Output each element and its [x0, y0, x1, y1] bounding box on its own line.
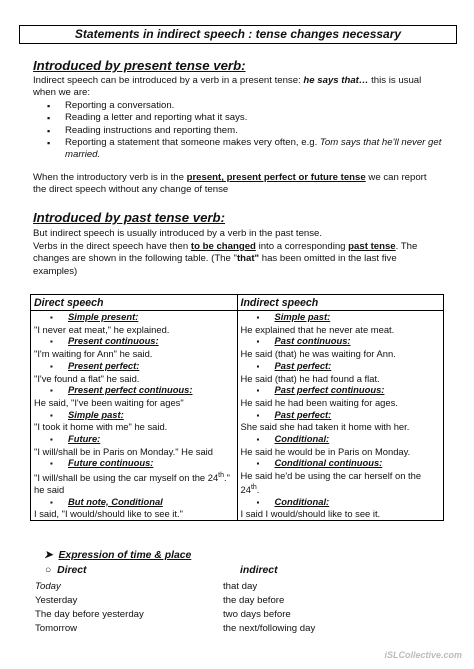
list-item: ▪ Reading instructions and reporting them. — [47, 125, 442, 137]
example-text: "I will/shall be in Paris on Monday." He said — [34, 445, 213, 457]
tense-label: ▪ Present perfect: — [34, 360, 234, 373]
present-bullet-list — [47, 100, 442, 161]
list-item: Yesterday the day before — [35, 595, 285, 606]
example-text: She said she had taken it home with her. — [240, 421, 410, 433]
tense-label: ▪ Simple present: — [34, 311, 234, 324]
page-title: Statements in indirect speech : tense changes necessary — [19, 25, 457, 44]
list-item: The day before yesterday two days before — [35, 609, 291, 620]
indirect-column-heading: indirect — [240, 565, 278, 576]
tense-table — [30, 294, 444, 521]
tense-label: ▪ Past perfect: — [241, 360, 441, 373]
section-heading-past: Introduced by past tense verb: — [33, 210, 225, 225]
past-intro: But indirect speech is usually introduced by a verb in the past tense. — [33, 228, 323, 239]
list-item: ▪ Reporting a conversation. — [47, 100, 442, 112]
table-row — [31, 409, 444, 433]
example-text: I said, "I would/should like to see it." — [34, 508, 183, 520]
tense-label: ▪ Present continuous: — [34, 335, 234, 348]
tense-label: ▪ Present perfect continuous: — [34, 384, 234, 397]
list-item: ▪ Reading a letter and reporting what it says. — [47, 112, 442, 124]
example-text: He said he would be in Paris on Monday. — [240, 445, 411, 457]
example-text: I said I would/should like to see it. — [240, 508, 381, 520]
tense-label: ▪ Conditional: — [241, 496, 441, 509]
section-heading-present: Introduced by present tense verb: — [33, 58, 246, 73]
example-text: "I'm waiting for Ann" he said. — [34, 348, 153, 360]
table-header-direct: Direct speech — [31, 295, 238, 311]
expression-heading: ➤ Expression of time & place — [44, 550, 192, 561]
tense-label: ▪ Future continuous: — [34, 457, 234, 470]
present-outro: When the introductory verb is in the present, present perfect or future tense we can report the direct speech without any change of tense — [33, 172, 427, 196]
table-row — [31, 311, 444, 336]
tense-label: ▪ Conditional: — [241, 433, 441, 446]
tense-label: ▪ But note, Conditional — [34, 496, 234, 509]
example-text: He said (that) he had found a flat. — [240, 372, 380, 384]
example-text: He said he had been waiting for ages. — [240, 396, 398, 408]
example-text: "I never eat meat," he explained. — [34, 323, 170, 335]
arrow-bullet-icon: ➤ — [44, 550, 53, 561]
tense-label: ▪ Simple past: — [241, 311, 441, 324]
example-text: "I took it home with me" he said. — [34, 421, 168, 433]
watermark: iSLCollective.com — [384, 649, 462, 660]
example-text: "I've found a flat" he said. — [34, 372, 140, 384]
table-header-indirect: Indirect speech — [237, 295, 444, 311]
tense-label: ▪ Past perfect continuous: — [241, 384, 441, 397]
table-row — [31, 335, 444, 359]
example-text: He said he'd be using the car herself on the 24th. — [240, 470, 422, 495]
table-row — [31, 360, 444, 384]
example-text: He said, "I've been waiting for ages" — [34, 396, 184, 408]
circle-bullet-icon: ○ — [45, 565, 52, 576]
tense-label: ▪ Simple past: — [34, 409, 234, 422]
present-intro: Indirect speech can be introduced by a verb in a present tense: he says that… this is usual when we are: — [33, 75, 422, 99]
direct-column-heading: ○ Direct — [45, 565, 87, 576]
tense-label: ▪ Future: — [34, 433, 234, 446]
list-item: Tomorrow the next/following day — [35, 623, 316, 634]
list-item: Today that day — [35, 581, 258, 592]
tense-label: ▪ Conditional continuous: — [241, 457, 441, 470]
tense-label: ▪ Past continuous: — [241, 335, 441, 348]
tense-label: ▪ Past perfect: — [241, 409, 441, 422]
example-text: He explained that he never ate meat. — [240, 323, 395, 335]
example-text: He said (that) he was waiting for Ann. — [240, 348, 396, 360]
table-row — [31, 384, 444, 408]
table-row — [31, 496, 444, 521]
example-text: "I will/shall be using the car myself on the 24th." he said — [34, 472, 230, 495]
past-body: Verbs in the direct speech have then to be changed into a corresponding past tense. The changes are shown in the following table. (The "that" has been omitted in the last five examples) — [33, 241, 418, 277]
table-row — [31, 457, 444, 495]
list-item: ▪ Reporting a statement that someone makes very often, e.g. Tom says that he'll never get married. — [47, 137, 442, 162]
table-row — [31, 433, 444, 457]
